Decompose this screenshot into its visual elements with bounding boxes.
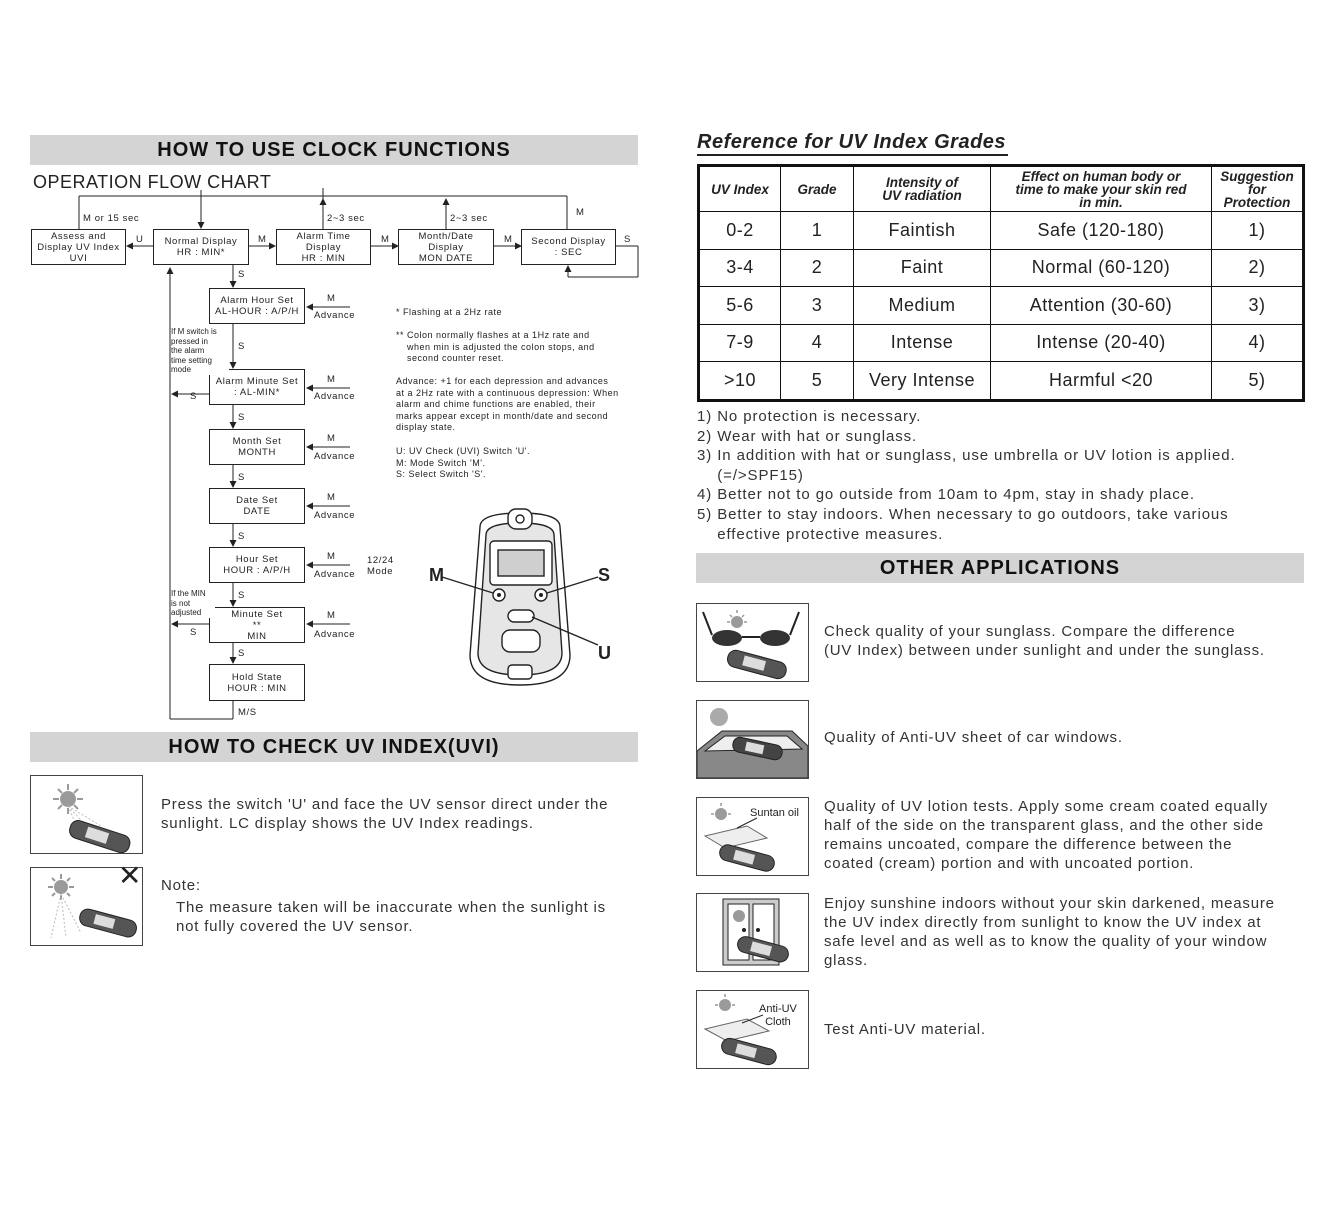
label-12-24: 12/24 [367,555,394,566]
table-cell: 5) [1212,362,1304,401]
window-glass-test-text: Enjoy sunshine indoors without your skin darkened, measure the UV index directly from sunlight to know the UV index at safe level and as well as to know the quality of your window glass. [824,895,1275,969]
label-s: S [238,472,245,483]
table-cell: 2 [781,249,854,287]
table-cell: Harmful <20 [991,362,1212,401]
table-cell: Intense (20-40) [991,324,1212,362]
label-s: S [190,391,197,402]
anti-uv-cloth-label: Anti-UV Cloth [759,1003,797,1028]
flow-box-hour-set: Hour Set HOUR : A/P/H [209,547,305,583]
column-header: Effect on human body or time to make your skin red in min. [991,166,1212,212]
label-2-3sec: 2~3 sec [327,213,365,224]
table-cell: 1) [1212,212,1304,250]
flow-box-hold-state: Hold State HOUR : MIN [209,664,305,701]
uvi-note-label: Note: [161,877,201,894]
table-cell: 3-4 [699,249,781,287]
side-note-min-adjusted: If the MIN is not adjusted [171,589,215,618]
window-glass-test-image [696,893,809,972]
protection-footnotes: 1) No protection is necessary. 2) Wear with hat or sunglass. 3) In addition with hat or sunglass, use umbrella or UV lotion is applied. (=/>SPF15) 4) Better not to go outside from 10am to 4pm, stay in shady place. 5) Better to stay indoors. When necessary to go outdoors, take various effective protective measures. [697,408,1236,543]
lotion-test-text: Quality of UV lotion tests. Apply some cream coated equally half of the side on the transparent glass, and the other side remains uncoated, compare the difference between the coated (cream) portion and with uncoated portion. [824,798,1269,872]
table-cell: 2) [1212,249,1304,287]
label-s: S [238,269,245,280]
flow-box-alarm-minute: Alarm Minute Set : AL-MIN* [209,369,305,405]
note-flashing: * Flashing at a 2Hz rate [396,307,503,317]
sunglass-test-text: Check quality of your sunglass. Compare the difference (UV Index) between under sunlight and under the sunglass. [824,623,1265,659]
column-header: Intensity of UV radiation [854,166,991,212]
device-label-s: S [598,565,611,585]
table-row [699,324,1304,362]
table-cell: 5-6 [699,287,781,325]
flow-box-minute-set: Minute Set ** MIN [209,607,305,643]
column-header: Suggestion for Protection [1212,166,1304,212]
table-cell: 4) [1212,324,1304,362]
label-m: M [327,433,336,444]
flow-box-second-display: Second Display : SEC [521,229,616,265]
table-row [699,212,1304,250]
label-m: M [327,293,336,304]
label-advance: Advance [314,629,356,640]
label-advance: Advance [314,310,356,321]
column-header: UV Index [699,166,781,212]
label-m: M [327,492,336,503]
table-cell: 3) [1212,287,1304,325]
anti-uv-cloth-test-image [696,990,809,1069]
label-m: M [258,234,267,245]
table-row [699,249,1304,287]
column-header: Grade [781,166,854,212]
flow-box-alarm-hour: Alarm Hour Set AL-HOUR : A/P/H [209,288,305,324]
label-m: M [327,610,336,621]
label-m: M [504,234,513,245]
table-cell: Normal (60-120) [991,249,1212,287]
table-cell: Faintish [854,212,991,250]
uvi-instruction-text: Press the switch 'U' and face the UV sensor direct under the sunlight. LC display shows the UV Index readings. [161,796,609,832]
table-cell: 7-9 [699,324,781,362]
label-m: M [381,234,390,245]
table-cell: Safe (120-180) [991,212,1212,250]
table-cell: 1 [781,212,854,250]
flow-box-month-set: Month Set MONTH [209,429,305,465]
flow-box-date-set: Date Set DATE [209,488,305,524]
device-label-u: U [598,643,611,663]
table-row [699,362,1304,401]
uv-meter-device-illustration [420,505,640,705]
label-s: S [238,590,245,601]
label-m-or-15sec: M or 15 sec [83,213,140,224]
label-advance: Advance [314,569,356,580]
note-advance: Advance: +1 for each depression and advances at a 2Hz rate with a continuous depression: When alarm and chime functions are enabled, their marks appear except in month/date and second display state. [396,376,619,432]
label-m: M [576,207,585,218]
device-label-m: M [429,565,444,585]
label-s: S [624,234,631,245]
table-row [699,287,1304,325]
table-cell: Intense [854,324,991,362]
label-mode: Mode [367,566,394,577]
label-u: U [136,234,144,245]
note-colon: ** Colon normally flashes at a 1Hz rate and when min is adjusted the colon stops, and second counter reset. [396,330,595,363]
anti-uv-cloth-test-text: Test Anti-UV material. [824,1021,986,1038]
table-cell: Very Intense [854,362,991,401]
flow-box-month-date: Month/Date Display MON DATE [398,229,494,265]
check-uvi-header: HOW TO CHECK UV INDEX(UVI) [30,732,638,762]
table-header-row [699,166,1304,212]
label-advance: Advance [314,451,356,462]
flow-box-assess: Assess and Display UV Index UVI [31,229,126,265]
table-cell: >10 [699,362,781,401]
flow-chart-title: OPERATION FLOW CHART [33,172,272,192]
clock-functions-header: HOW TO USE CLOCK FUNCTIONS [30,135,638,165]
flow-box-normal-display: Normal Display HR : MIN* [153,229,249,265]
lotion-test-image [696,797,809,876]
car-window-test-image [696,700,809,779]
uv-index-grades-table [697,164,1305,402]
reference-title: Reference for UV Index Grades [697,130,1008,156]
table-cell: 5 [781,362,854,401]
label-s: S [238,341,245,352]
label-s: S [238,531,245,542]
car-window-test-text: Quality of Anti-UV sheet of car windows. [824,729,1123,746]
label-m-s: M/S [238,707,257,718]
table-cell: Attention (30-60) [991,287,1212,325]
side-note-m-switch: If M switch is pressed in the alarm time setting mode [171,327,229,375]
label-2-3sec: 2~3 sec [450,213,488,224]
flow-box-alarm-time: Alarm Time Display HR : MIN [276,229,371,265]
label-s: S [238,648,245,659]
note-switches: U: UV Check (UVI) Switch 'U'. M: Mode Switch 'M'. S: Select Switch 'S'. [396,446,530,479]
label-m: M [327,374,336,385]
label-m: M [327,551,336,562]
sunglass-test-image [696,603,809,682]
table-cell: 4 [781,324,854,362]
uvi-note-text: The measure taken will be inaccurate when the sunlight is not fully covered the UV sensor. [176,899,606,935]
label-s: S [190,627,197,638]
table-cell: 0-2 [699,212,781,250]
other-applications-header: OTHER APPLICATIONS [696,553,1304,583]
suntan-oil-label: Suntan oil [750,807,799,819]
cross-mark-icon: ✕ [118,860,142,891]
table-cell: Medium [854,287,991,325]
label-advance: Advance [314,510,356,521]
sunlight-check-image [30,775,143,854]
label-s: S [238,412,245,423]
table-cell: Faint [854,249,991,287]
label-advance: Advance [314,391,356,402]
table-cell: 3 [781,287,854,325]
